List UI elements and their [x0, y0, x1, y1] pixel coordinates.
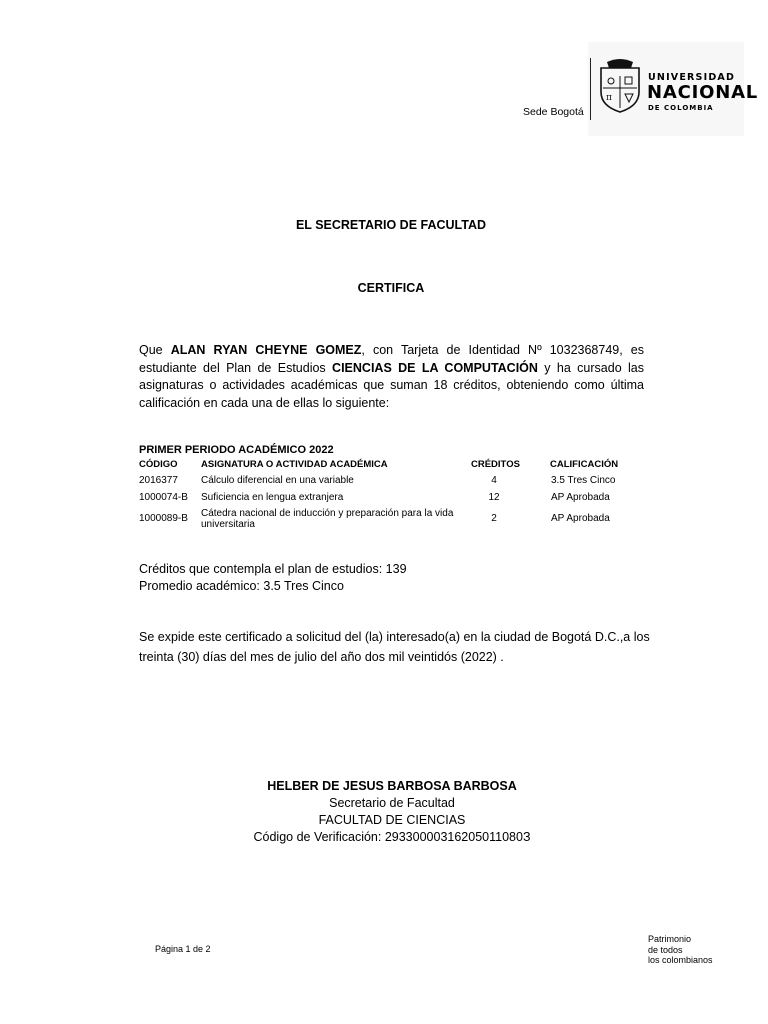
cell-calificacion: AP Aprobada [551, 513, 610, 524]
cell-calificacion: 3.5 Tres Cinco [551, 475, 616, 486]
signer-name: HELBER DE JESUS BARBOSA BARBOSA [267, 779, 517, 793]
university-shield-icon [597, 58, 643, 114]
col-header-codigo: CÓDIGO [139, 459, 178, 470]
patrimonio-line1: Patrimonio [648, 934, 692, 944]
cell-calificacion: AP Aprobada [551, 492, 610, 503]
cell-codigo: 1000074-B [139, 492, 188, 503]
summary-block [139, 561, 407, 595]
signer-role: Secretario de Facultad [329, 796, 455, 810]
svg-text:π: π [606, 93, 612, 103]
cell-creditos: 4 [491, 475, 497, 486]
signer-faculty: FACULTAD DE CIENCIAS [318, 813, 466, 827]
university-name-line1: UNIVERSIDAD [648, 72, 736, 83]
university-name-line3: DE COLOMBIA [648, 104, 714, 112]
verification-code: Código de Verificación: 29330000316205011080З [253, 830, 531, 844]
program-name: CIENCIAS DE LA COMPUTACIÓN [332, 360, 538, 375]
sede-label: Sede Bogotá [523, 106, 584, 118]
document-title: EL SECRETARIO DE FACULTAD [295, 218, 487, 232]
logo-divider [590, 58, 591, 120]
col-header-asignatura: ASIGNATURA O ACTIVIDAD ACADÉMICA [201, 459, 388, 470]
page-number: Página 1 de 2 [155, 944, 211, 954]
intro-id-text: , con Tarjeta de Identidad Nº 1032368749, es estudiante del Plan de Estudios [139, 343, 644, 375]
col-header-creditos: CRÉDITOS [471, 459, 520, 470]
promedio-academico: Promedio académico: 3.5 Tres Cinco [139, 579, 344, 593]
university-name-line2: NACIONAL [647, 82, 759, 103]
patrimonio-line3: los colombianos [648, 955, 713, 965]
cell-asignatura: Cátedra nacional de inducción y preparación para la vida universitaria [201, 508, 454, 530]
certifica-heading: CERTIFICA [357, 281, 425, 295]
patrimonio-tagline [648, 934, 713, 966]
cell-asignatura: Cálculo diferencial en una variable [201, 475, 354, 486]
cell-asignatura: Suficiencia en lengua extranjera [201, 492, 344, 503]
intro-paragraph [139, 342, 644, 412]
cell-creditos: 2 [491, 513, 497, 524]
col-header-calificacion: CALIFICACIÓN [550, 459, 619, 470]
patrimonio-line2: de todos [648, 944, 683, 955]
intro-que: Que [139, 343, 171, 357]
creditos-plan: Créditos que contempla el plan de estudios: 139 [139, 562, 407, 576]
cell-creditos: 12 [488, 492, 500, 503]
cell-codigo: 1000089-B [139, 513, 188, 524]
closing-paragraph: Se expide este certificado a solicitud del (la) interesado(a) en la ciudad de Bogotá D.C.,a los treinta (30) días del mes de julio del año dos mil veintidós (2022) . [139, 630, 650, 664]
cell-codigo: 2016377 [139, 475, 178, 486]
student-name: ALAN RYAN CHEYNE GOMEZ [170, 343, 362, 357]
intro-rest: y ha cursado las asignaturas o actividades académicas que suman 18 créditos, obteniendo como última calificación en cada una de ellas lo siguiente: [139, 360, 644, 410]
period-heading: PRIMER PERIODO ACADÉMICO 2022 [139, 444, 334, 456]
